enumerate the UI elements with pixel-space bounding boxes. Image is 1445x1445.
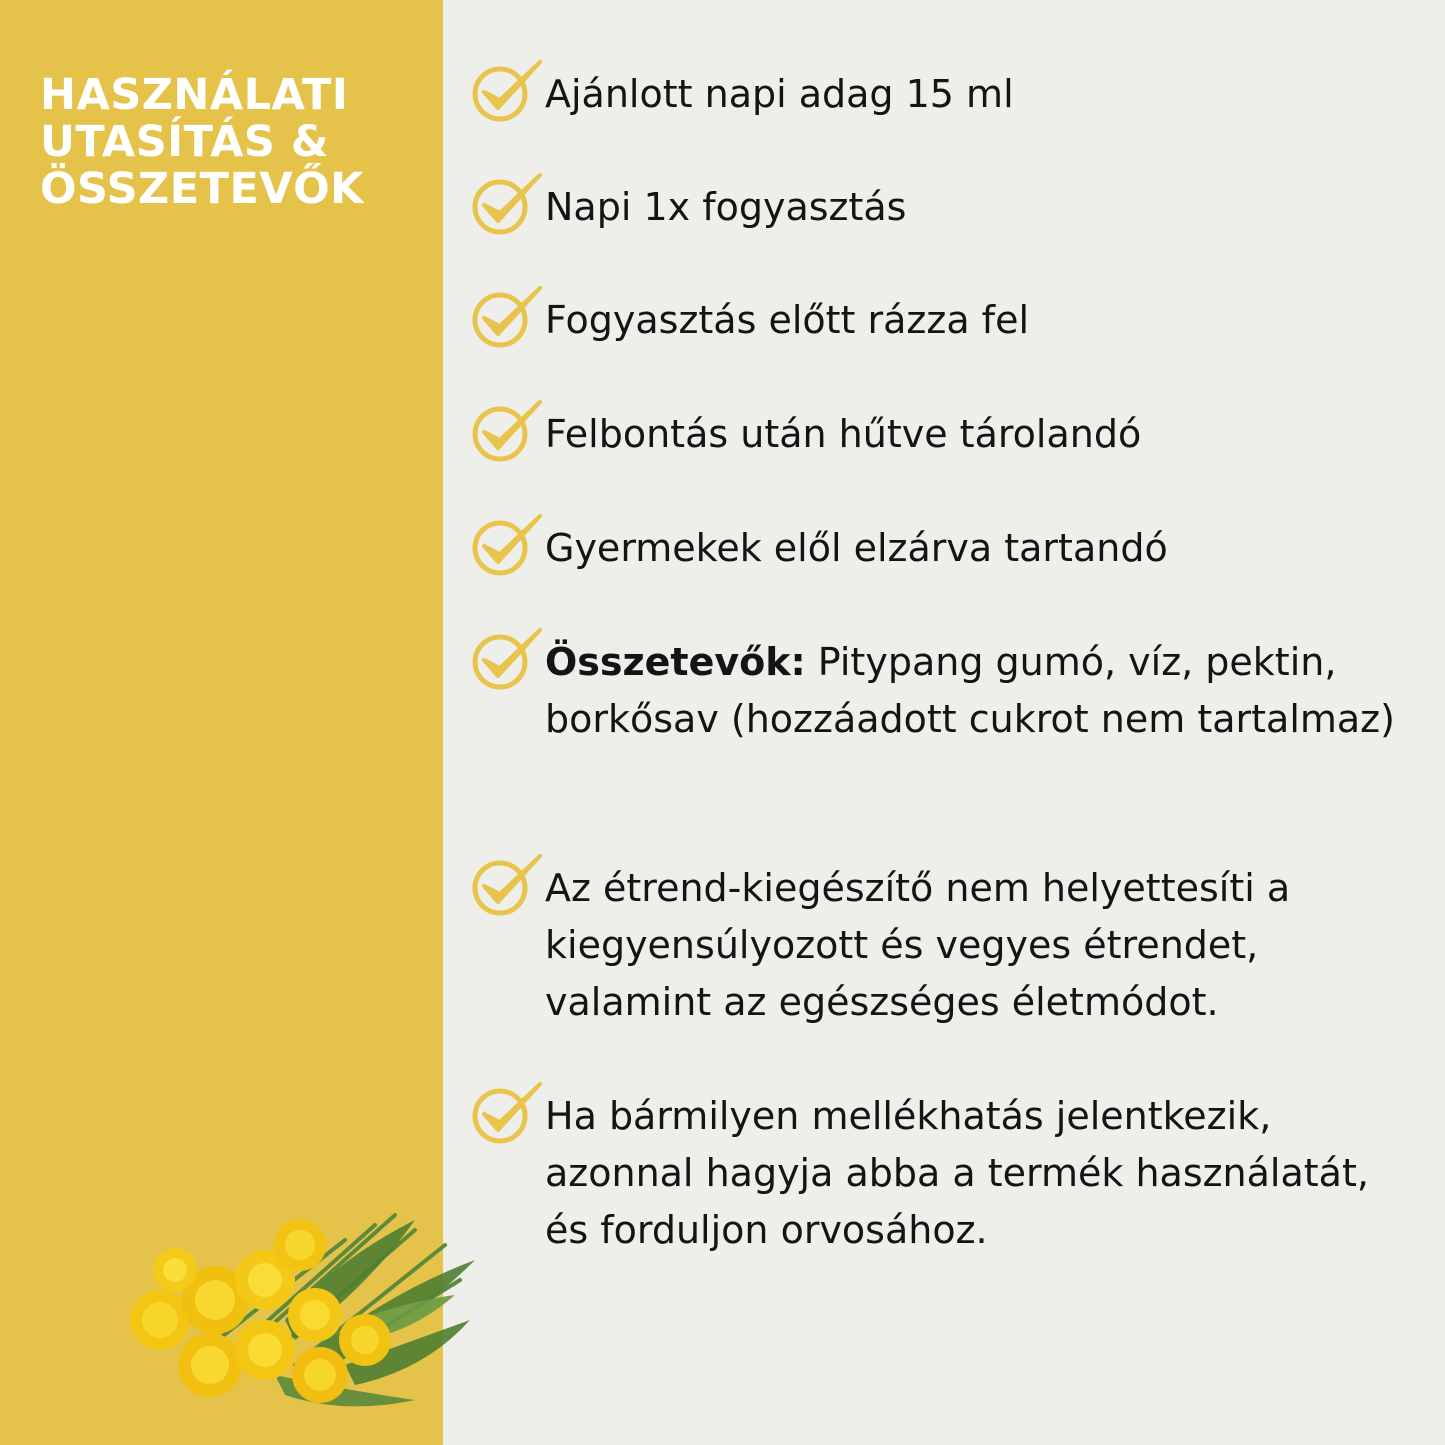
dandelion-bouquet-image <box>115 1200 485 1420</box>
item-text: Összetevők: Pitypang gumó, víz, pektin, borkősav (hozzáadott cukrot nem tartalmaz) <box>545 640 1395 741</box>
ingredients-label: Összetevők: <box>545 640 806 684</box>
check-circle-icon <box>470 284 544 350</box>
item-text: Ha bármilyen mellékhatás jelentkezik, azonnal hagyja abba a termék használatát, és forduljon orvosához. <box>545 1094 1369 1252</box>
title-line-3: ÖSSZETEVŐK <box>40 164 364 214</box>
check-circle-icon <box>470 58 544 124</box>
check-circle-icon <box>470 1080 544 1146</box>
sidebar-panel <box>0 0 443 1445</box>
item-text: Az étrend-kiegészítő nem helyettesíti a kiegyensúlyozott és vegyes étrendet, valamint az egészséges életmódot. <box>545 866 1291 1024</box>
title-line-1: HASZNÁLATI <box>40 70 349 120</box>
item-text: Felbontás után hűtve tárolandó <box>545 412 1142 456</box>
item-text: Napi 1x fogyasztás <box>545 185 907 229</box>
page-title <box>40 72 420 213</box>
check-circle-icon <box>470 398 544 464</box>
check-circle-icon <box>470 626 544 692</box>
item-text: Fogyasztás előtt rázza fel <box>545 298 1029 342</box>
check-circle-icon <box>470 171 544 237</box>
check-circle-icon <box>470 512 544 578</box>
item-text: Gyermekek elől elzárva tartandó <box>545 526 1168 570</box>
check-circle-icon <box>470 852 544 918</box>
item-text: Ajánlott napi adag 15 ml <box>545 72 1014 116</box>
title-line-2: UTASÍTÁS & <box>40 117 329 167</box>
